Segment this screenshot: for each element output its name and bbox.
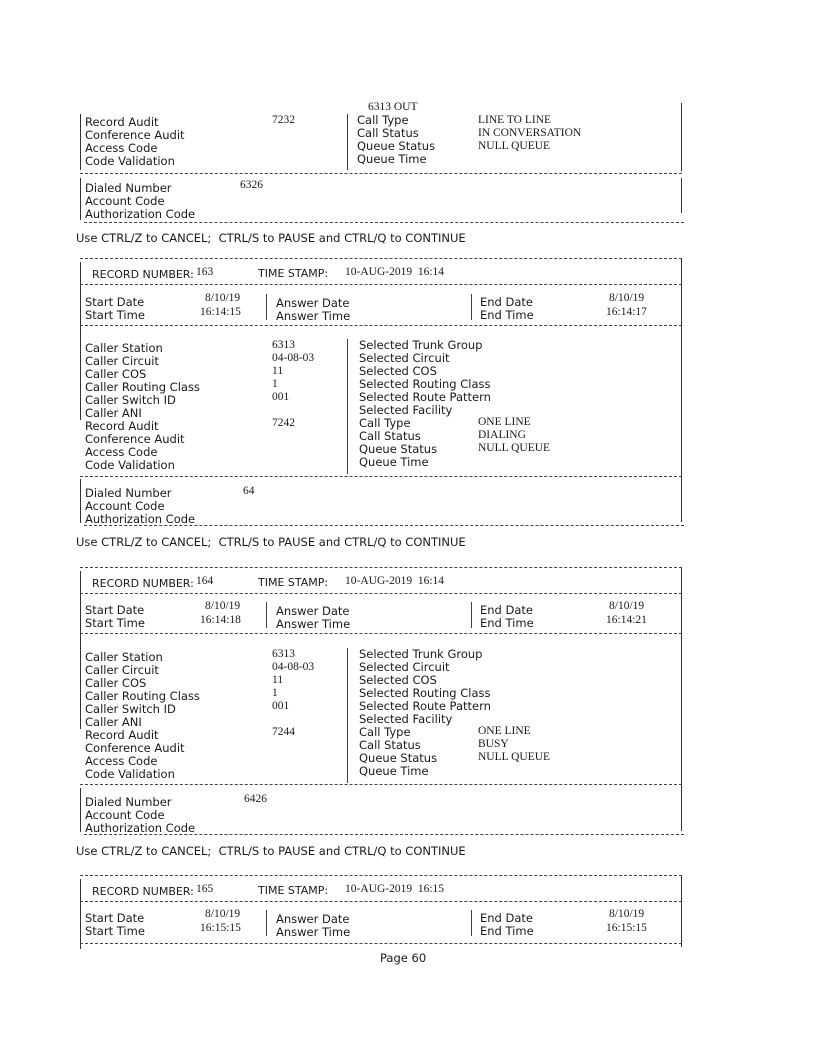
queue-status-label: Queue Status	[359, 442, 438, 456]
authorization-code-label: Authorization Code	[85, 207, 196, 221]
page-number: Page 60	[380, 951, 427, 965]
selected-trunk-group-label: Selected Trunk Group	[359, 338, 483, 352]
selected-route-pattern-label: Selected Route Pattern	[359, 390, 491, 404]
queue-status-label: Queue Status	[357, 139, 436, 153]
record-audit-label: Record Audit	[85, 419, 159, 433]
caller-station-label: Caller Station	[85, 650, 163, 664]
account-code-label: Account Code	[85, 808, 165, 822]
call-status-label: Call Status	[357, 126, 419, 140]
queue-time-label: Queue Time	[359, 455, 429, 469]
start-time-value: 16:14:15	[200, 306, 241, 318]
caller-switch-id-value: 001	[272, 391, 290, 403]
caller-circuit-label: Caller Circuit	[85, 354, 159, 368]
caller-ani-label: Caller ANI	[85, 715, 142, 729]
time-stamp-label: TIME STAMP:	[258, 267, 329, 280]
selected-routing-class-label: Selected Routing Class	[359, 686, 491, 700]
record-audit-label: Record Audit	[85, 115, 159, 129]
code-validation-label: Code Validation	[85, 458, 175, 472]
access-code-label: Access Code	[85, 754, 158, 768]
answer-date-label: Answer Date	[276, 296, 350, 310]
queue-time-label: Queue Time	[357, 152, 427, 166]
record-audit-value: 7232	[272, 114, 295, 126]
caller-routing-class-value: 1	[272, 378, 278, 390]
record-number-value: 165	[196, 883, 214, 895]
dialed-number-value: 6326	[240, 179, 263, 191]
dialed-number-label: Dialed Number	[85, 486, 172, 500]
time-stamp-label: TIME STAMP:	[258, 884, 329, 897]
record-number-value: 164	[196, 575, 214, 587]
start-date-value: 8/10/19	[205, 292, 241, 304]
answer-date-label: Answer Date	[276, 912, 350, 926]
answer-time-label: Answer Time	[276, 309, 351, 323]
caller-ani-label: Caller ANI	[85, 406, 142, 420]
record-audit-value: 7242	[272, 417, 295, 429]
caller-circuit-value: 04-08-03	[272, 352, 315, 364]
record-audit-label: Record Audit	[85, 728, 159, 742]
call-status-value: BUSY	[478, 738, 509, 750]
dialed-number-label: Dialed Number	[85, 795, 172, 809]
record-number-label: RECORD NUMBER:	[92, 885, 194, 898]
end-time-label: End Time	[480, 308, 534, 322]
time-stamp-value: 10-AUG-2019 16:14	[345, 266, 445, 278]
start-date-label: Start Date	[85, 911, 145, 925]
time-stamp-value: 10-AUG-2019 16:14	[345, 575, 445, 587]
call-status-value: IN CONVERSATION	[478, 127, 582, 139]
call-type-value: ONE LINE	[478, 725, 531, 737]
selected-cos-label: Selected COS	[359, 364, 437, 378]
selected-routing-class-label: Selected Routing Class	[359, 377, 491, 391]
end-date-value: 8/10/19	[609, 600, 645, 612]
partial-out-line: 6313 OUT	[368, 101, 418, 113]
divider	[80, 173, 682, 174]
queue-status-value: NULL QUEUE	[478, 442, 551, 454]
conference-audit-label: Conference Audit	[85, 432, 185, 446]
caller-station-label: Caller Station	[85, 341, 163, 355]
end-time-value: 16:14:21	[606, 614, 647, 626]
conference-audit-label: Conference Audit	[85, 741, 185, 755]
call-type-label: Call Type	[359, 416, 411, 430]
end-time-value: 16:14:17	[606, 306, 647, 318]
selected-facility-label: Selected Facility	[359, 712, 453, 726]
call-type-label: Call Type	[359, 725, 411, 739]
end-date-label: End Date	[480, 911, 533, 925]
end-time-label: End Time	[480, 924, 534, 938]
selected-circuit-label: Selected Circuit	[359, 351, 450, 365]
time-stamp-value: 10-AUG-2019 16:15	[345, 883, 445, 895]
conference-audit-label: Conference Audit	[85, 128, 185, 142]
caller-routing-class-label: Caller Routing Class	[85, 380, 200, 394]
caller-routing-class-value: 1	[272, 687, 278, 699]
end-date-label: End Date	[480, 295, 533, 309]
code-validation-label: Code Validation	[85, 154, 175, 168]
start-time-label: Start Time	[85, 308, 145, 322]
answer-time-label: Answer Time	[276, 617, 351, 631]
account-code-label: Account Code	[85, 499, 165, 513]
time-stamp-label: TIME STAMP:	[258, 576, 329, 589]
start-date-value: 8/10/19	[205, 908, 241, 920]
start-date-label: Start Date	[85, 603, 145, 617]
call-type-label: Call Type	[357, 113, 409, 127]
start-time-value: 16:15:15	[200, 922, 241, 934]
queue-status-label: Queue Status	[359, 751, 438, 765]
code-validation-label: Code Validation	[85, 767, 175, 781]
record-number-label: RECORD NUMBER:	[92, 268, 194, 281]
end-time-value: 16:15:15	[606, 922, 647, 934]
dialed-number-value: 6426	[244, 793, 267, 805]
selected-facility-label: Selected Facility	[359, 403, 453, 417]
queue-time-label: Queue Time	[359, 764, 429, 778]
record-number-label: RECORD NUMBER:	[92, 577, 194, 590]
caller-station-value: 6313	[272, 648, 295, 660]
access-code-label: Access Code	[85, 141, 158, 155]
end-date-label: End Date	[480, 603, 533, 617]
caller-circuit-value: 04-08-03	[272, 661, 315, 673]
caller-cos-value: 11	[272, 674, 284, 686]
answer-date-label: Answer Date	[276, 604, 350, 618]
caller-switch-id-label: Caller Switch ID	[85, 393, 176, 407]
end-date-value: 8/10/19	[609, 292, 645, 304]
selected-circuit-label: Selected Circuit	[359, 660, 450, 674]
footer-instruction: Use CTRL/Z to CANCEL; CTRL/S to PAUSE and CTRL/Q to CONTINUE	[76, 844, 466, 858]
queue-status-value: NULL QUEUE	[478, 140, 551, 152]
caller-circuit-label: Caller Circuit	[85, 663, 159, 677]
caller-cos-label: Caller COS	[85, 367, 147, 381]
caller-cos-value: 11	[272, 365, 284, 377]
call-status-label: Call Status	[359, 429, 421, 443]
dialed-number-label: Dialed Number	[85, 181, 172, 195]
call-type-value: LINE TO LINE	[478, 114, 552, 126]
start-time-value: 16:14:18	[200, 614, 241, 626]
call-status-value: DIALING	[478, 429, 526, 441]
queue-status-value: NULL QUEUE	[478, 751, 551, 763]
start-time-label: Start Time	[85, 616, 145, 630]
call-type-value: ONE LINE	[478, 416, 531, 428]
authorization-code-label: Authorization Code	[85, 512, 196, 526]
access-code-label: Access Code	[85, 445, 158, 459]
footer-instruction: Use CTRL/Z to CANCEL; CTRL/S to PAUSE and CTRL/Q to CONTINUE	[76, 231, 466, 245]
authorization-code-label: Authorization Code	[85, 821, 196, 835]
caller-switch-id-label: Caller Switch ID	[85, 702, 176, 716]
selected-route-pattern-label: Selected Route Pattern	[359, 699, 491, 713]
record-number-value: 163	[196, 266, 214, 278]
selected-cos-label: Selected COS	[359, 673, 437, 687]
start-date-label: Start Date	[85, 295, 145, 309]
account-code-label: Account Code	[85, 194, 165, 208]
record-audit-value: 7244	[272, 726, 295, 738]
caller-cos-label: Caller COS	[85, 676, 147, 690]
caller-station-value: 6313	[272, 339, 295, 351]
end-date-value: 8/10/19	[609, 908, 645, 920]
end-time-label: End Time	[480, 616, 534, 630]
call-status-label: Call Status	[359, 738, 421, 752]
start-time-label: Start Time	[85, 924, 145, 938]
selected-trunk-group-label: Selected Trunk Group	[359, 647, 483, 661]
dialed-number-value: 64	[243, 485, 255, 497]
start-date-value: 8/10/19	[205, 600, 241, 612]
divider	[84, 222, 684, 223]
footer-instruction: Use CTRL/Z to CANCEL; CTRL/S to PAUSE and CTRL/Q to CONTINUE	[76, 535, 466, 549]
caller-switch-id-value: 001	[272, 700, 290, 712]
caller-routing-class-label: Caller Routing Class	[85, 689, 200, 703]
answer-time-label: Answer Time	[276, 925, 351, 939]
